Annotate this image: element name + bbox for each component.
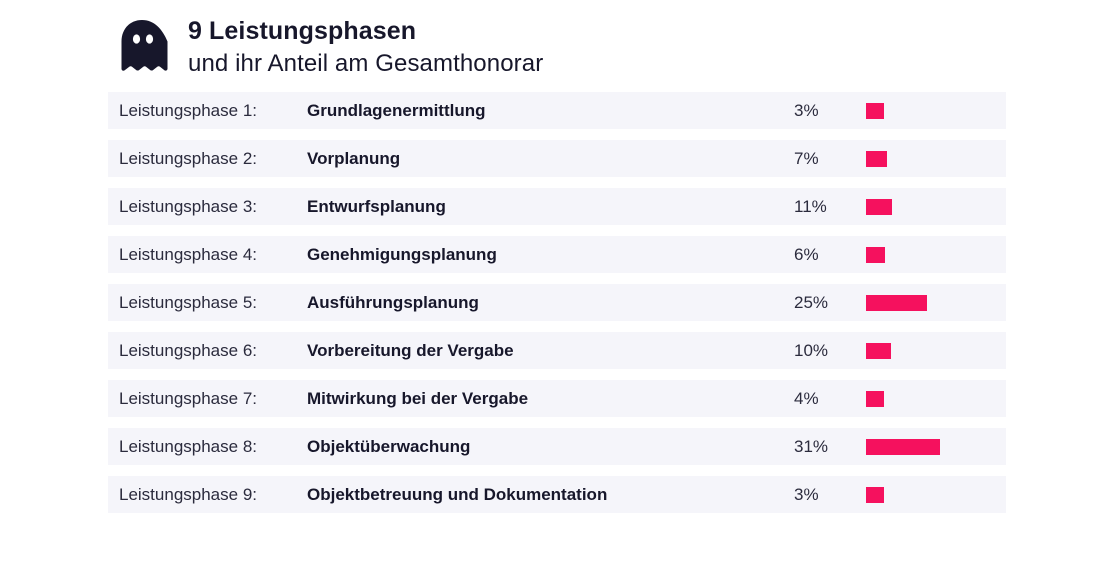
phase-bar: [866, 295, 927, 311]
table-row: [108, 92, 1006, 129]
phase-label: Leistungsphase 2:: [119, 148, 257, 168]
table-row: [108, 236, 1006, 273]
phase-name: Entwurfsplanung: [307, 196, 446, 216]
phase-bar: [866, 487, 884, 503]
phase-name: Vorbereitung der Vergabe: [307, 340, 514, 360]
phase-label: Leistungsphase 1:: [119, 100, 257, 120]
phase-bar-track: [866, 199, 1006, 215]
phase-name: Mitwirkung bei der Vergabe: [307, 388, 529, 408]
header: [0, 0, 1113, 78]
phase-label: Leistungsphase 3:: [119, 196, 257, 216]
phase-name: Grundlagenermittlung: [307, 100, 486, 120]
phase-bar-track: [866, 247, 1006, 263]
table-row: [108, 140, 1006, 177]
page-title: 9 Leistungsphasen: [188, 17, 417, 45]
phase-percent: 31%: [794, 436, 829, 456]
phase-bar-track: [866, 151, 1006, 167]
phase-list: [108, 92, 1006, 513]
table-row: [108, 332, 1006, 369]
phase-label: Leistungsphase 7:: [119, 388, 257, 408]
phase-bar-track: [866, 343, 1006, 359]
ghost-icon: [110, 14, 174, 76]
phase-bar: [866, 343, 891, 359]
table-row: [108, 188, 1006, 225]
phase-label: Leistungsphase 4:: [119, 244, 257, 264]
phase-name: Ausführungsplanung: [307, 292, 479, 312]
table-row: [108, 380, 1006, 417]
phase-percent: 25%: [794, 292, 829, 312]
phase-percent: 10%: [794, 340, 829, 360]
phase-label: Leistungsphase 6:: [119, 340, 257, 360]
table-row: [108, 476, 1006, 513]
phase-label: Leistungsphase 9:: [119, 484, 257, 504]
phase-bar: [866, 391, 884, 407]
phase-bar-track: [866, 295, 1006, 311]
phase-bar: [866, 247, 885, 263]
page-subtitle: und ihr Anteil am Gesamthonorar: [188, 50, 544, 78]
phase-name: Vorplanung: [307, 148, 401, 168]
phase-percent: 3%: [794, 100, 819, 120]
phase-percent: 3%: [794, 484, 819, 504]
phase-bar: [866, 151, 887, 167]
table-row: [108, 428, 1006, 465]
phase-percent: 6%: [794, 244, 819, 264]
phase-bar: [866, 199, 892, 215]
table-row: [108, 284, 1006, 321]
phase-name: Objektbetreuung und Dokumentation: [307, 484, 608, 504]
phase-bar-track: [866, 487, 1006, 503]
phase-percent: 11%: [794, 196, 827, 216]
phase-label: Leistungsphase 5:: [119, 292, 257, 312]
phase-bar-track: [866, 439, 1006, 455]
phase-percent: 4%: [794, 388, 819, 408]
phase-bar-track: [866, 391, 1006, 407]
phase-bar: [866, 439, 940, 455]
phase-label: Leistungsphase 8:: [119, 436, 257, 456]
phase-name: Genehmigungsplanung: [307, 244, 497, 264]
phase-name: Objektüberwachung: [307, 436, 471, 456]
phase-bar: [866, 103, 884, 119]
title-block: [174, 14, 543, 79]
phase-percent: 7%: [794, 148, 819, 168]
phase-bar-track: [866, 103, 1006, 119]
